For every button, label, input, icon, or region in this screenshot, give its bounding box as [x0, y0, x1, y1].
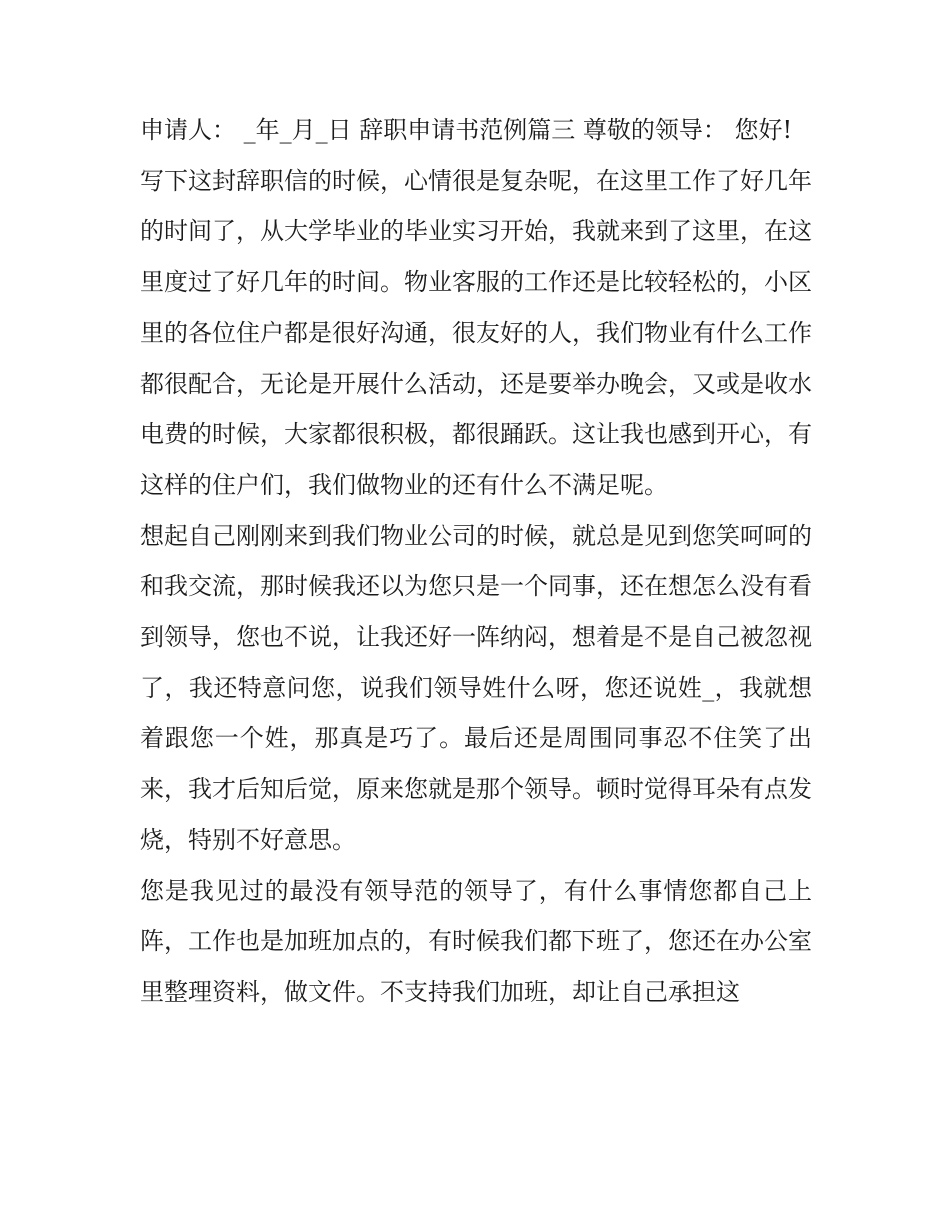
paragraph-2: 想起自己刚刚来到我们物业公司的时候，就总是见到您笑呵呵的和我交流，那时候我还以为您只是一个同事，还在想怎么没有看到领导，您也不说，让我还好一阵纳闷，想着是不是自己被忽视了，我还特意问您，说我们领导姓什么呀，您还说姓_，我就想着跟您一个姓，那真是巧了。最后还是周围同事忍不住笑了出来，我才后知后觉，原来您就是那个领导。顿时觉得耳朵有点发烧，特别不好意思。 — [140, 521, 812, 854]
paragraph-header: 申请人： _年_月_日 辞职申请书范例篇三 尊敬的领导： 您好! — [140, 116, 793, 144]
paragraph-3: 您是我见过的最没有领导范的领导了，有什么事情您都自己上阵，工作也是加班加点的，有时候我们都下班了，您还在办公室里整理资料，做文件。不支持我们加班，却让自己承担这 — [140, 876, 812, 1006]
paragraph-1: 写下这封辞职信的时候，心情很是复杂呢，在这里工作了好几年的时间了，从大学毕业的毕业实习开始，我就来到了这里，在这里度过了好几年的时间。物业客服的工作还是比较轻松的，小区里的各位住户都是很好沟通，很友好的人，我们物业有什么工作都很配合，无论是开展什么活动，还是要举办晚会，又或是收水电费的时候，大家都很积极，都很踊跃。这让我也感到开心，有这样的住户们，我们做物业的还有什么不满足呢。 — [140, 166, 812, 499]
letter-body — [140, 105, 812, 1018]
